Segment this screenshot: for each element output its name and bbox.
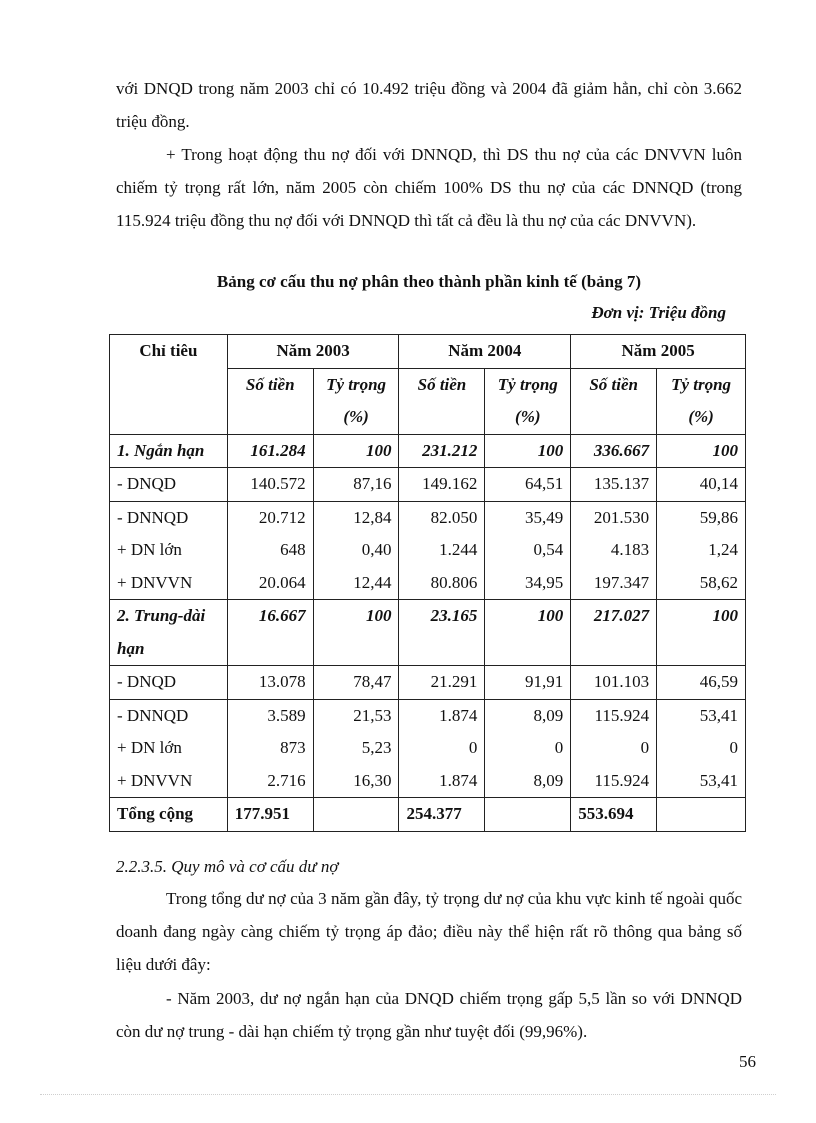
cell: 0 bbox=[657, 732, 746, 765]
cell: 4.183 bbox=[571, 534, 657, 567]
header-share-unit-2005: (%) bbox=[657, 401, 746, 434]
paragraph-2: + Trong hoạt động thu nợ đối với DNNQD, thì DS thu nợ của các DNVVN luôn chiếm tỷ trọng rất lớn, năm 2005 còn chiếm 100% DS thu nợ của các DNNQD (trong 115.924 triệu đồng thu nợ đối với DNNQD thì tất cả đều là thu nợ của các DNVVN). bbox=[116, 145, 742, 230]
cell: 0 bbox=[485, 732, 571, 765]
cell: 21,53 bbox=[313, 699, 399, 732]
table-row-continuation bbox=[110, 633, 746, 666]
header-share-2003: Tỷ trọng bbox=[313, 368, 399, 401]
table-caption: Bảng cơ cấu thu nợ phân theo thành phần kinh tế (bảng 7) bbox=[216, 272, 642, 291]
cell: 336.667 bbox=[571, 434, 657, 468]
cell: 0 bbox=[571, 732, 657, 765]
cell: 231.212 bbox=[399, 434, 485, 468]
cell bbox=[227, 633, 313, 666]
cell: 100 bbox=[485, 600, 571, 633]
cell: 197.347 bbox=[571, 567, 657, 600]
table-total-row bbox=[110, 798, 746, 832]
cell bbox=[657, 798, 746, 832]
header-amount-2005: Số tiền bbox=[571, 368, 657, 401]
cell: 80.806 bbox=[399, 567, 485, 600]
cell bbox=[657, 633, 746, 666]
table-subheader-row bbox=[110, 368, 746, 401]
row-label: + DNVVN bbox=[110, 765, 228, 798]
cell: 64,51 bbox=[485, 468, 571, 502]
cell: 3.589 bbox=[227, 699, 313, 732]
cell: 0 bbox=[399, 732, 485, 765]
table-row bbox=[110, 732, 746, 765]
table-row bbox=[110, 501, 746, 534]
cell: 58,62 bbox=[657, 567, 746, 600]
cell: 648 bbox=[227, 534, 313, 567]
cell: 100 bbox=[313, 434, 399, 468]
header-amount-2003: Số tiền bbox=[227, 368, 313, 401]
cell: 177.951 bbox=[227, 798, 313, 832]
cell: 100 bbox=[657, 434, 746, 468]
section-title: 2.2.3.5. Quy mô và cơ cấu dư nợ bbox=[116, 857, 339, 876]
table-row bbox=[110, 434, 746, 468]
header-amount-2004-spacer bbox=[399, 401, 485, 434]
header-year-2004: Năm 2004 bbox=[399, 335, 571, 369]
cell: 1.874 bbox=[399, 699, 485, 732]
cell bbox=[313, 798, 399, 832]
cell: 0,54 bbox=[485, 534, 571, 567]
cell: 100 bbox=[657, 600, 746, 633]
cell: 217.027 bbox=[571, 600, 657, 633]
cell bbox=[485, 633, 571, 666]
cell: 59,86 bbox=[657, 501, 746, 534]
header-share-unit-2004: (%) bbox=[485, 401, 571, 434]
cell: 13.078 bbox=[227, 666, 313, 700]
row-label: hạn bbox=[110, 633, 228, 666]
cell: 16,30 bbox=[313, 765, 399, 798]
cell: 201.530 bbox=[571, 501, 657, 534]
header-share-2005: Tỷ trọng bbox=[657, 368, 746, 401]
cell: 254.377 bbox=[399, 798, 485, 832]
cell: 87,16 bbox=[313, 468, 399, 502]
cell: 161.284 bbox=[227, 434, 313, 468]
header-share-2004: Tỷ trọng bbox=[485, 368, 571, 401]
footer-divider bbox=[40, 1094, 776, 1095]
cell: 53,41 bbox=[657, 699, 746, 732]
cell: 21.291 bbox=[399, 666, 485, 700]
row-label: 1. Ngắn hạn bbox=[110, 434, 228, 468]
paragraph-3: Trong tổng dư nợ của 3 năm gần đây, tỷ trọng dư nợ của khu vực kinh tế ngoài quốc doanh đang ngày càng chiếm tỷ trọng áp đảo; điều này thể hiện rất rõ thông qua bảng số liệu dưới đây: bbox=[116, 889, 742, 974]
cell: 20.064 bbox=[227, 567, 313, 600]
cell: 140.572 bbox=[227, 468, 313, 502]
cell: 1,24 bbox=[657, 534, 746, 567]
table-row bbox=[110, 567, 746, 600]
cell: 40,14 bbox=[657, 468, 746, 502]
table-row bbox=[110, 468, 746, 502]
table-row bbox=[110, 765, 746, 798]
row-label: - DNQD bbox=[110, 468, 228, 502]
header-share-unit-2003: (%) bbox=[313, 401, 399, 434]
header-indicator: Chỉ tiêu bbox=[110, 335, 228, 369]
cell: 8,09 bbox=[485, 765, 571, 798]
page-number: 56 bbox=[739, 1052, 756, 1071]
row-label: - DNNQD bbox=[110, 501, 228, 534]
cell: 12,44 bbox=[313, 567, 399, 600]
cell: 115.924 bbox=[571, 699, 657, 732]
cell: 78,47 bbox=[313, 666, 399, 700]
cell: 35,49 bbox=[485, 501, 571, 534]
header-year-2003: Năm 2003 bbox=[227, 335, 399, 369]
cell: 100 bbox=[313, 600, 399, 633]
cell bbox=[313, 633, 399, 666]
row-label: Tổng cộng bbox=[110, 798, 228, 832]
cell: 20.712 bbox=[227, 501, 313, 534]
table-row bbox=[110, 699, 746, 732]
cell: 12,84 bbox=[313, 501, 399, 534]
paragraph-1: với DNQD trong năm 2003 chỉ có 10.492 triệu đồng và 2004 đã giảm hẳn, chỉ còn 3.662 triệu đồng. bbox=[116, 79, 742, 131]
cell: 1.244 bbox=[399, 534, 485, 567]
table-header-row bbox=[110, 335, 746, 369]
cell bbox=[485, 798, 571, 832]
cell: 8,09 bbox=[485, 699, 571, 732]
cell: 1.874 bbox=[399, 765, 485, 798]
row-label: - DNQD bbox=[110, 666, 228, 700]
cell: 91,91 bbox=[485, 666, 571, 700]
paragraph-4: - Năm 2003, dư nợ ngắn hạn của DNQD chiếm trọng gấp 5,5 lần so với DNNQD còn dư nợ trung - dài hạn chiếm tỷ trọng gần như tuyệt đối (99,96%). bbox=[116, 989, 742, 1041]
header-indicator-spacer bbox=[110, 368, 228, 401]
table-row bbox=[110, 666, 746, 700]
cell: 115.924 bbox=[571, 765, 657, 798]
header-year-2005: Năm 2005 bbox=[571, 335, 746, 369]
cell: 101.103 bbox=[571, 666, 657, 700]
cell: 82.050 bbox=[399, 501, 485, 534]
row-label: - DNNQD bbox=[110, 699, 228, 732]
table-row bbox=[110, 534, 746, 567]
header-amount-2003-spacer bbox=[227, 401, 313, 434]
row-label: + DN lớn bbox=[110, 534, 228, 567]
debt-collection-table bbox=[109, 334, 746, 832]
header-indicator-spacer-2 bbox=[110, 401, 228, 434]
cell: 553.694 bbox=[571, 798, 657, 832]
cell: 135.137 bbox=[571, 468, 657, 502]
cell: 873 bbox=[227, 732, 313, 765]
table-subheader-row-2 bbox=[110, 401, 746, 434]
cell bbox=[571, 633, 657, 666]
cell: 16.667 bbox=[227, 600, 313, 633]
cell: 46,59 bbox=[657, 666, 746, 700]
cell: 34,95 bbox=[485, 567, 571, 600]
cell: 149.162 bbox=[399, 468, 485, 502]
table-row bbox=[110, 600, 746, 633]
cell: 5,23 bbox=[313, 732, 399, 765]
cell: 0,40 bbox=[313, 534, 399, 567]
cell: 2.716 bbox=[227, 765, 313, 798]
cell: 53,41 bbox=[657, 765, 746, 798]
cell: 100 bbox=[485, 434, 571, 468]
row-label: + DN lớn bbox=[110, 732, 228, 765]
cell bbox=[399, 633, 485, 666]
header-amount-2005-spacer bbox=[571, 401, 657, 434]
cell: 23.165 bbox=[399, 600, 485, 633]
row-label: 2. Trung-dài bbox=[110, 600, 228, 633]
row-label: + DNVVN bbox=[110, 567, 228, 600]
header-amount-2004: Số tiền bbox=[399, 368, 485, 401]
table-unit: Đơn vị: Triệu đồng bbox=[591, 303, 726, 322]
